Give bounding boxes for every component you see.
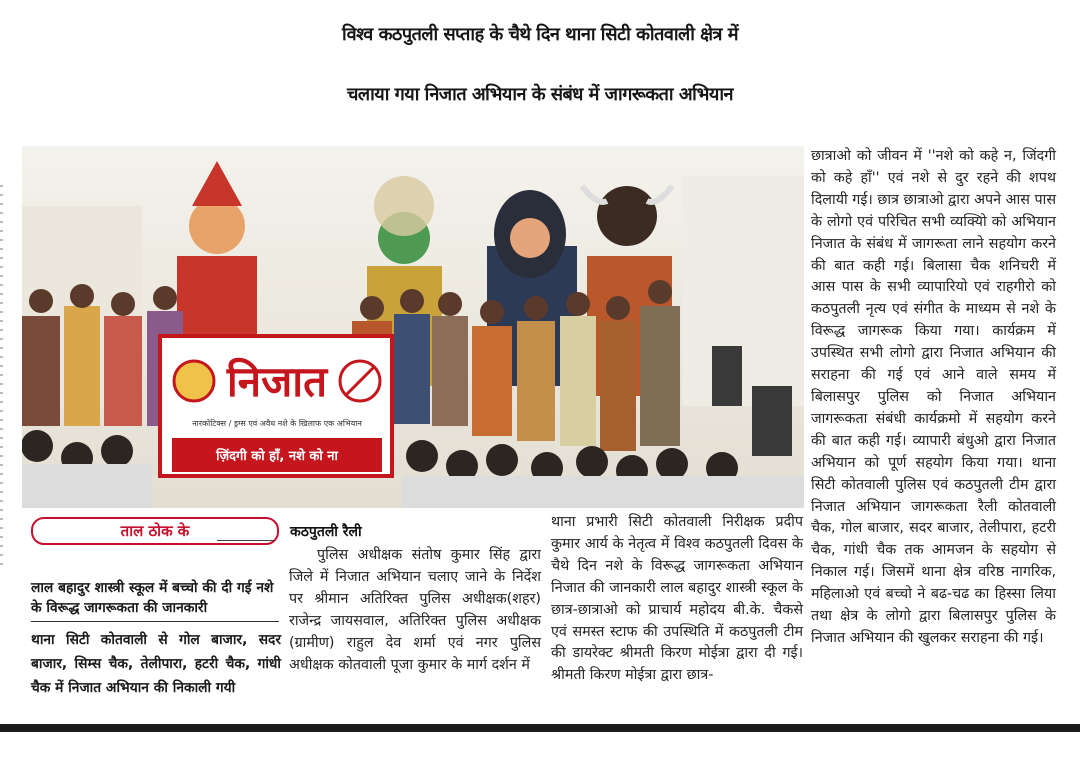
- article-column-2-text: थाना प्रभारी सिटी कोतवाली निरीक्षक प्रदीप कुमार आर्य के नेतृत्व में विश्व कठपुतली दिवस के चैथे दिन नशे के विरूद्ध जागरूकता अभियान निजात की जानकारी लाल बहादुर शास्त्री स्कूल के छात्र-छात्राओ को प्राचार्य महोदय बी.के. चैकसे एवं समस्त स्टाफ की उपस्थिति में कठपुतली टीम की डायरेक्ट श्रीमती किरण मोईत्रा द्वारा दी गई। श्रीमती किरण मोईत्रा द्वारा छात्र-: [551, 514, 803, 684]
- banner-title: निजात: [226, 357, 328, 406]
- sidebar-headline: लाल बहादुर शास्त्री स्कूल में बच्चो की दी गई नशे के विरूद्ध जागरूकता की जानकारी: [31, 580, 274, 616]
- banner-subtitle: नारकोटिक्स / ड्रग्स एवं अवैध नशे के खिलाफ एक अभियान: [192, 419, 362, 428]
- article-subhead: कठपुतली रैली: [290, 524, 362, 540]
- event-photo: [22, 146, 804, 508]
- bottom-bar: [0, 724, 1080, 732]
- section-tag: ताल ठोक के: [31, 517, 279, 545]
- fold-dots: [0, 185, 3, 565]
- article-column-1-text: पुलिस अधीक्षक संतोष कुमार सिंह द्वारा जिले में निजात अभियान चलाए जाने के निर्देश पर श्रीमान अतिरिक्त पुलिस अधीक्षक(शहर) राजेन्द्र जायसवाल, अतिरिक्त पुलिस अधीक्षक (ग्रामीण) राहुल देव शर्मा एवं नगर पुलिस अधीक्षक कोतवाली पूजा कुमार के मार्ग दर्शन में: [289, 547, 541, 673]
- article-column-3: [811, 146, 1056, 650]
- article-column-3-text: छात्राओ को जीवन में ''नशे को कहे न, जिंदगी को कहे हाँ'' एवं नशे से दुर रहने की शपथ दिलायी गई। छात्र छात्राओ द्वारा अपने आस पास के लोगो एवं परिचित सभी व्यक्यिो को अभियान निजात के संबंध में जागरूता लाने सहयोग करने की बात कही गई। बिलासा चैक शनिचरी में आस पास के सभी व्यापारियो एवं राहगीरो को कठपुतली नृत्य एवं संगीत के माध्यम से नशे के विरूद्ध जागरूक किया गया। कार्यक्रम में उपस्थित सभी लोगो द्वारा निजात अभियान की सराहना की गई एवं आने वाले समय में बिलासपुर पुलिस को निजात अभियान जागरूकता संबंधी कार्यक्रमो में सहयोग करने की बात कही गई। व्यापारी बंधुओ द्वारा निजात अभियान को पूर्ण सहयोग किया गया। थाना सिटी कोतवाली पुलिस एवं कठपुतली टीम द्वारा निजात अभियान जागरूकता रैली कोतवाली चैक, गोल बाजार, सदर बाजार, तेलीपारा, हटरी चैक, गांधी चैक तक आमजन के सहयोग से निकाल गई। जिसमें थाना क्षेत्र वरिष्ठ नागरिक, महिलाओ एवं बच्चो ने बढ-चढ का हिस्सा लिया तथा क्षेत्र के लोगो द्वारा बिलासपुर पुलिस के निजात अभियान की खुलकर सराहना की गई।: [811, 148, 1056, 646]
- article-column-1: [289, 545, 541, 676]
- article-column-2: [551, 512, 803, 687]
- sidebar-body: थाना सिटी कोतवाली से गोल बाजार, सदर बाजार, सिम्स चैक, तेलीपारा, हटरी चैक, गांधी चैक में निजात अभियान की निकाली गयी: [31, 632, 281, 696]
- tag-rule: [217, 540, 275, 541]
- headline-line-1: विश्व कठपुतली सप्ताह के चैथे दिन थाना सिटी कोतवाली क्षेत्र में: [341, 24, 739, 45]
- sidebar-rule: [31, 621, 279, 622]
- banner-slogan: ज़िंदगी को हाँ, नशे को ना: [216, 449, 338, 464]
- nijat-banner: [160, 336, 392, 476]
- headline-line-2: चलाया गया निजात अभियान के संबंध में जागरूकता अभियान: [346, 84, 733, 105]
